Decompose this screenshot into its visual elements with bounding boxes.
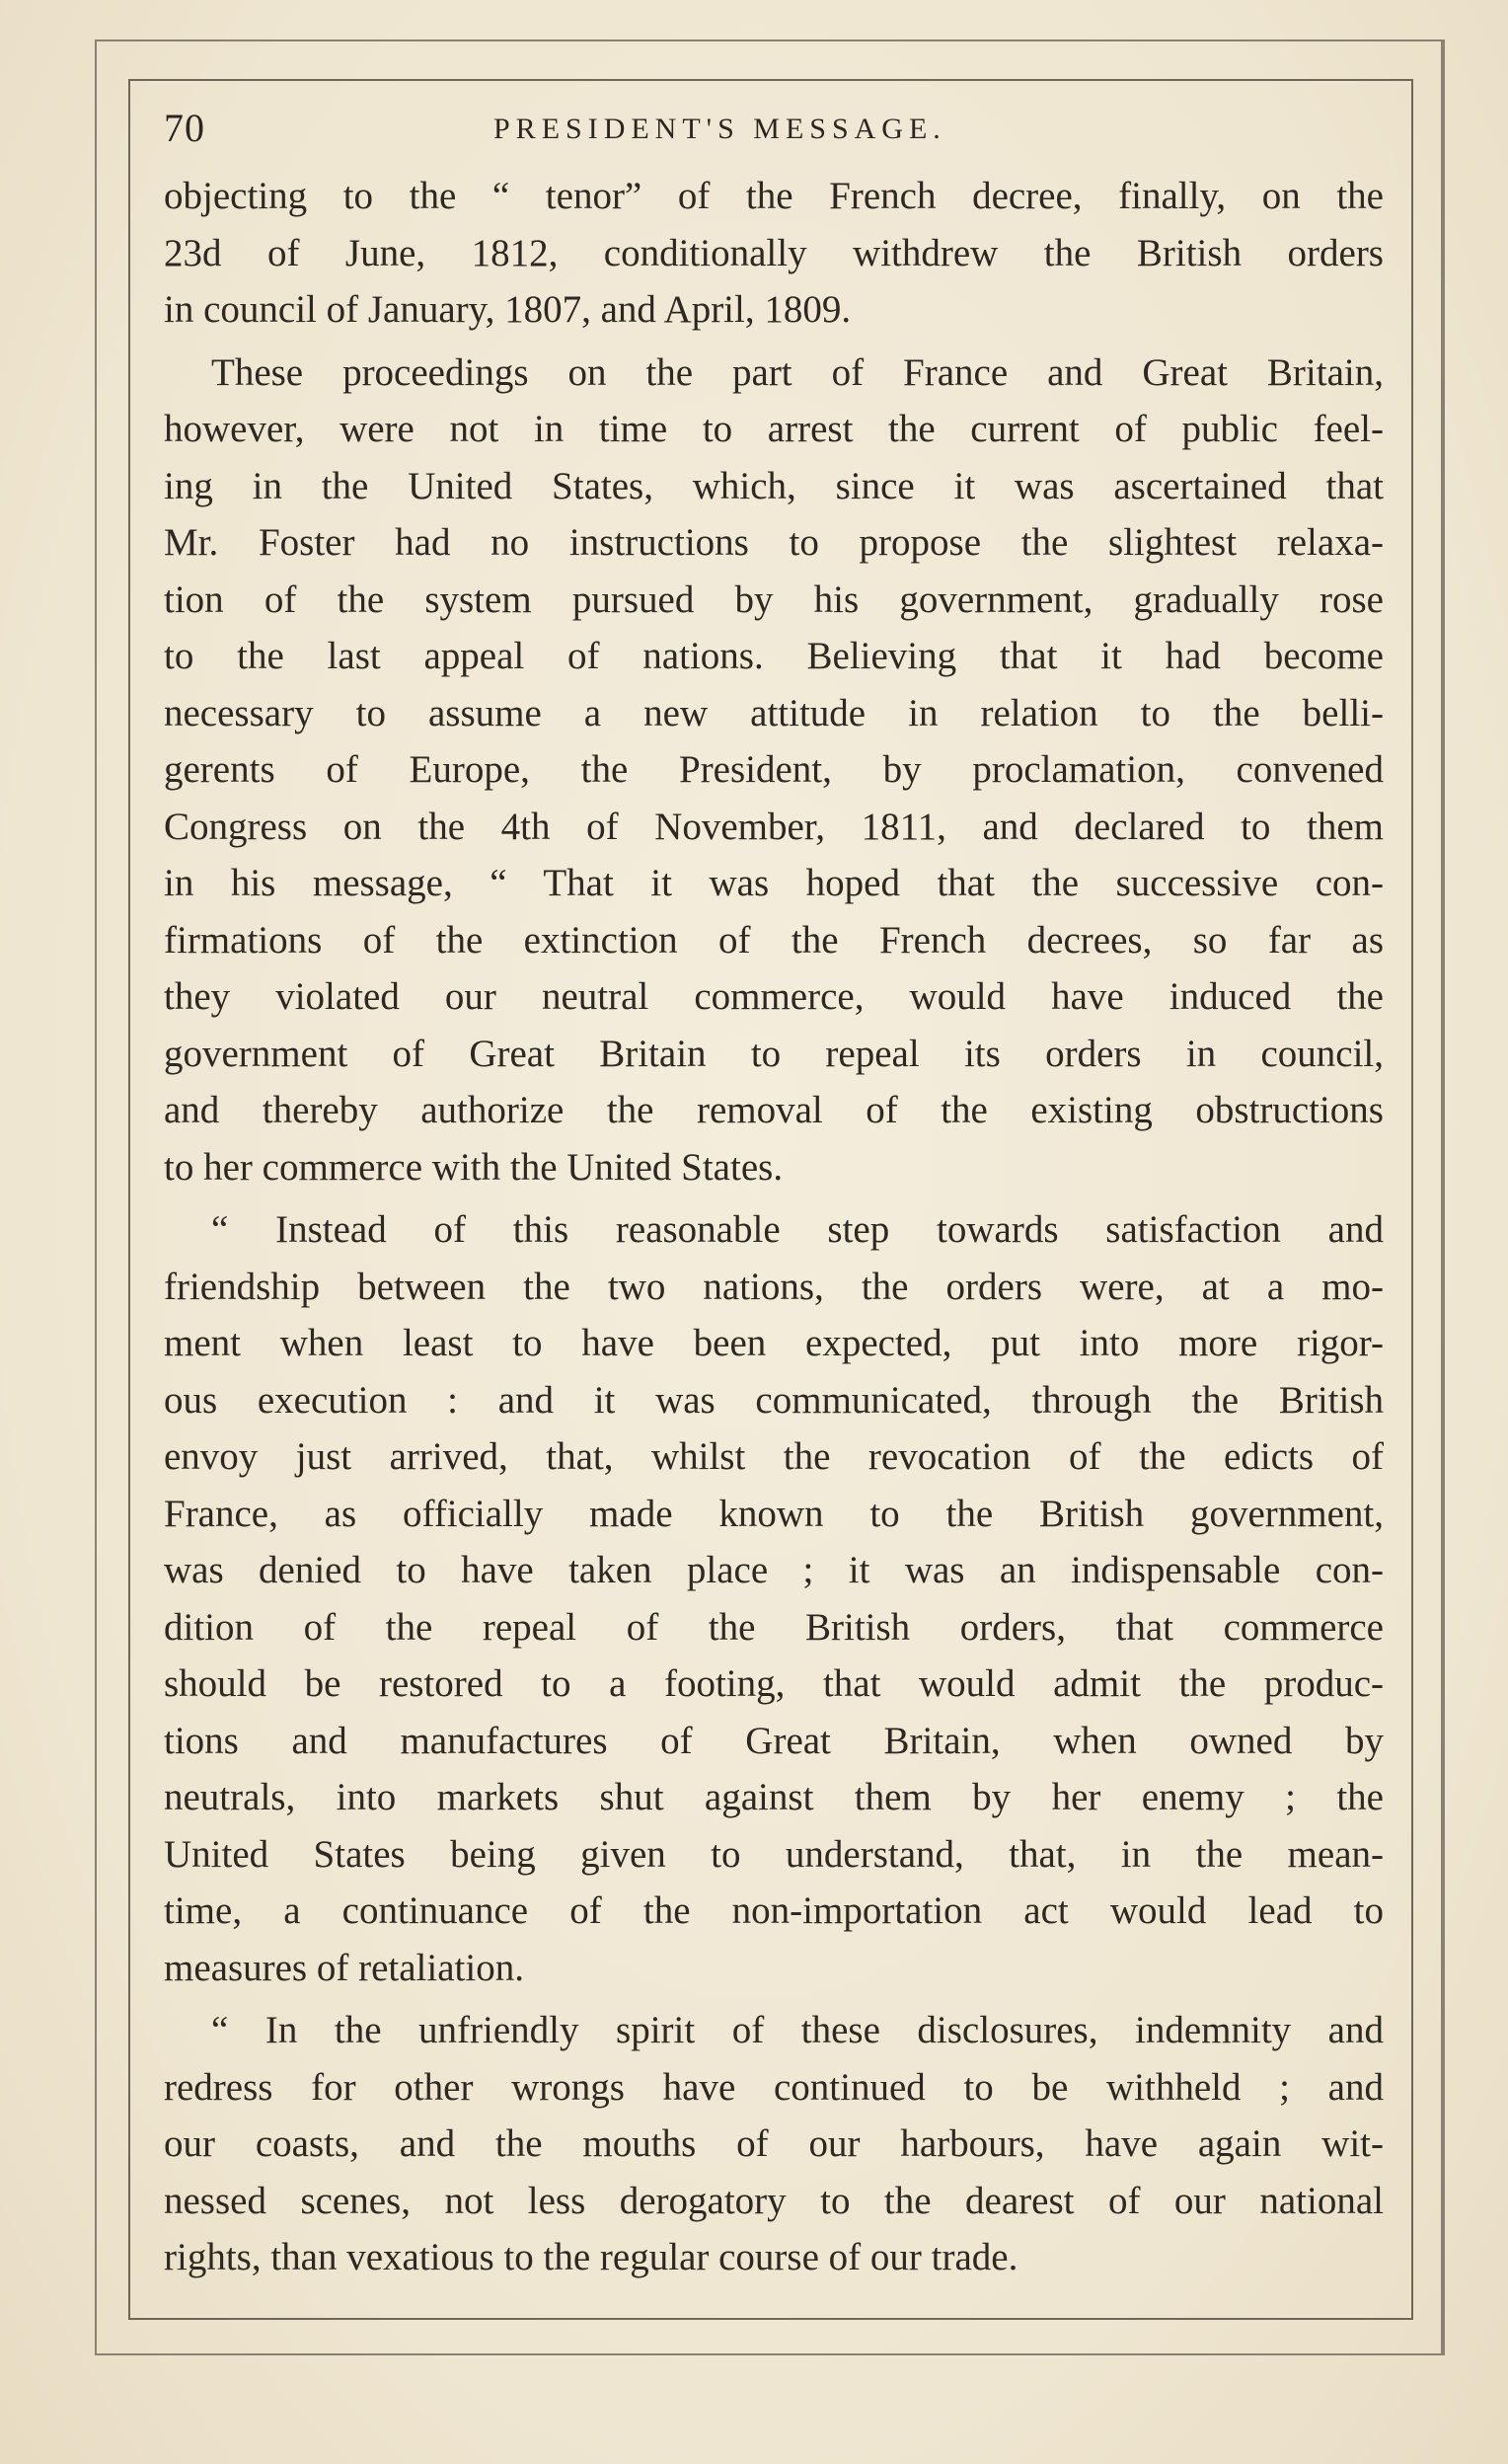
text-line: redress for other wrongs have continued to be withheld ; and: [164, 2065, 1384, 2109]
text-line: measures of retaliation.: [164, 1946, 524, 1989]
paragraph: [164, 2002, 1384, 2286]
text-line: to the last appeal of nations. Believing that it had become: [164, 635, 1384, 677]
page-number: 70: [164, 106, 205, 150]
text-line: objecting to the “ tenor” of the French decree, finally, on the: [164, 175, 1384, 217]
text-line: they violated our neutral commerce, would have induced the: [164, 975, 1384, 1018]
text-line: dition of the repeal of the British orders, that commerce: [164, 1605, 1384, 1649]
text-line: ing in the United States, which, since it was ascertained that: [164, 464, 1384, 507]
text-line: “ Instead of this reasonable step towards satisfaction and: [211, 1208, 1384, 1251]
right-edge-rule: [1443, 39, 1445, 2355]
text-line: These proceedings on the part of France and Great Britain,: [211, 350, 1384, 394]
text-line: was denied to have taken place ; it was an indispensable con-: [164, 1549, 1384, 1591]
text-line: ment when least to have been expected, put into more rigor-: [164, 1322, 1384, 1364]
text-line: in his message, “ That it was hoped that the successive con-: [164, 862, 1384, 904]
text-line: should be restored to a footing, that would admit the produc-: [164, 1662, 1384, 1705]
body-text: [164, 168, 1384, 2286]
text-line: 23d of June, 1812, conditionally withdrew the British orders: [164, 231, 1384, 274]
text-line: rights, than vexatious to the regular course of our trade.: [164, 2236, 1018, 2278]
text-line: firmations of the extinction of the French decrees, so far as: [164, 918, 1384, 962]
text-line: in council of January, 1807, and April, 1809.: [164, 288, 852, 331]
paragraph: [164, 345, 1384, 1196]
text-line: our coasts, and the mouths of our harbours, have again wit-: [164, 2122, 1384, 2165]
text-line: to her commerce with the United States.: [164, 1145, 784, 1189]
text-line: however, were not in time to arrest the current of public feel-: [164, 408, 1384, 450]
text-line: “ In the unfriendly spirit of these disclosures, indemnity and: [211, 2009, 1384, 2051]
text-line: necessary to assume a new attitude in relation to the belli-: [164, 691, 1384, 734]
running-title: PRESIDENT'S MESSAGE.: [493, 113, 946, 145]
text-line: Congress on the 4th of November, 1811, and declared to them: [164, 805, 1384, 848]
text-line: United States being given to understand, that, in the mean-: [164, 1832, 1384, 1876]
text-line: neutrals, into markets shut against them by her enemy ; the: [164, 1776, 1384, 1818]
text-line: ous execution : and it was communicated, through the British: [164, 1378, 1384, 1422]
text-line: government of Great Britain to repeal its orders in council,: [164, 1032, 1384, 1075]
text-line: time, a continuance of the non-importation act would lead to: [164, 1889, 1384, 1932]
text-line: tion of the system pursued by his government, gradually rose: [164, 578, 1384, 621]
text-line: tions and manufactures of Great Britain, when owned by: [164, 1719, 1384, 1762]
text-line: and thereby authorize the removal of the existing obstructions: [164, 1089, 1384, 1131]
page-header: [164, 103, 1378, 162]
text-line: gerents of Europe, the President, by proclamation, convened: [164, 748, 1384, 791]
text-line: nessed scenes, not less derogatory to the dearest of our national: [164, 2179, 1384, 2222]
text-line: France, as officially made known to the British government,: [164, 1492, 1384, 1535]
paragraph: [164, 168, 1384, 339]
text-line: Mr. Foster had no instructions to propose the slightest relaxa-: [164, 521, 1384, 564]
paragraph: [164, 1201, 1384, 1996]
text-line: envoy just arrived, that, whilst the revocation of the edicts of: [164, 1435, 1384, 1478]
text-line: friendship between the two nations, the orders were, at a mo-: [164, 1265, 1384, 1308]
